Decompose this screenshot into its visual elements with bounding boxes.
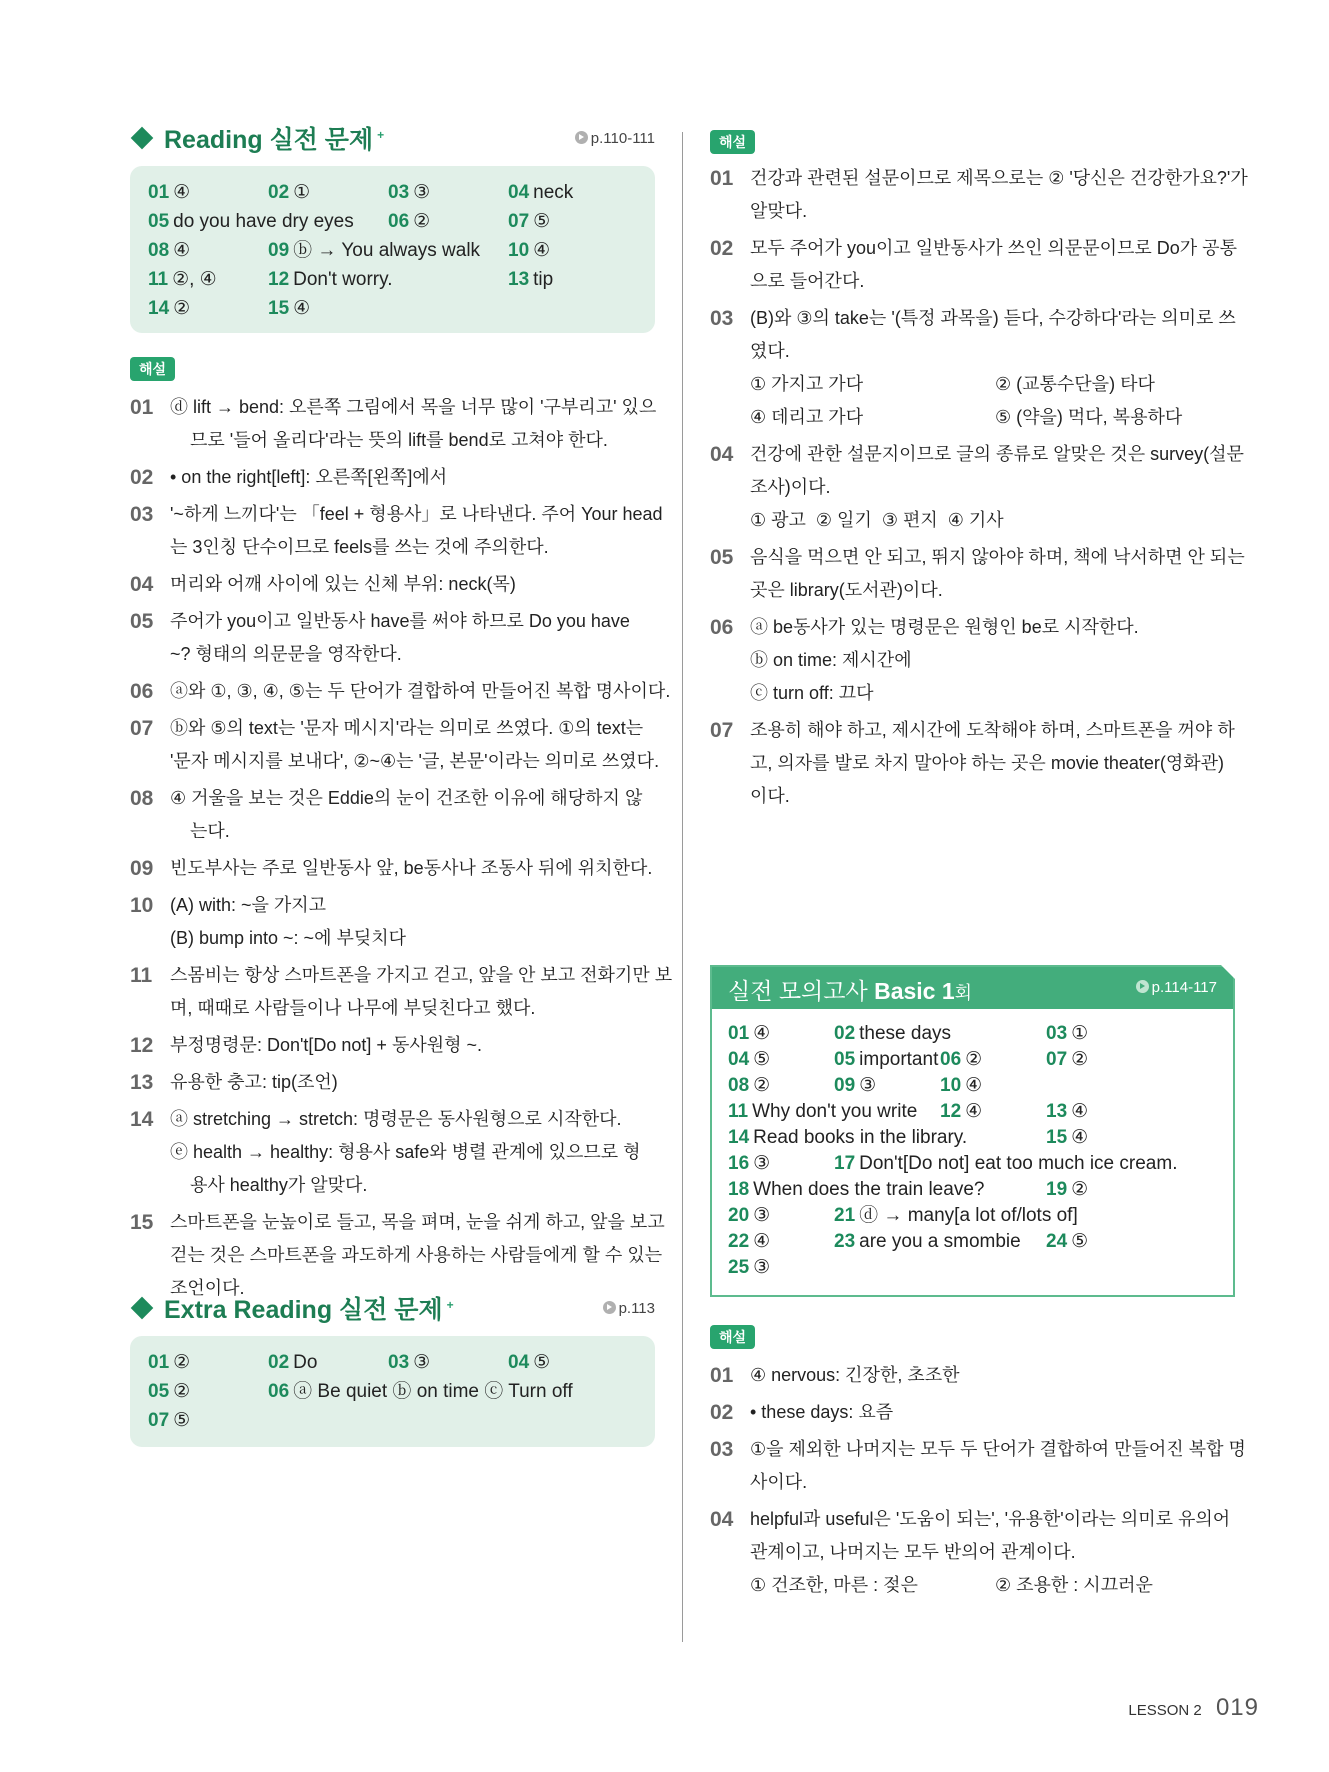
explanation-line: ⓔ health → healthy: 형용사 safe와 병렬 관계에 있으므로 형 — [170, 1142, 641, 1162]
reading-explanation-list — [130, 391, 673, 1305]
answer-text: Read books in the library. — [753, 1127, 968, 1148]
answer-text: ④ — [1071, 1127, 1089, 1148]
answer-number: 14 — [728, 1127, 750, 1148]
explanation-text — [750, 1433, 1246, 1499]
explanation-line: 므로 '들어 올리다'라는 뜻의 lift를 bend로 고쳐야 한다. — [170, 430, 608, 450]
explanation-line: 사이다. — [750, 1472, 808, 1492]
answer-text: ④ — [533, 240, 551, 261]
answer-item — [1046, 1047, 1088, 1072]
answer-number: 03 — [1046, 1023, 1068, 1044]
answer-number: 06 — [940, 1049, 962, 1070]
explanation-item — [130, 1066, 655, 1099]
explanation-number: 03 — [130, 503, 154, 526]
answer-number: 08 — [148, 240, 170, 261]
explanation-text — [170, 959, 672, 1025]
answer-number: 25 — [728, 1257, 750, 1278]
explanation-item — [710, 714, 1240, 813]
explanation-line: ⓓ lift → bend: 오른쪽 그림에서 목을 너무 많이 '구부리고' 있으 — [170, 397, 657, 417]
explanation-text — [750, 162, 1248, 228]
answer-item — [834, 1021, 951, 1046]
answer-item — [508, 209, 628, 234]
explanation-number: 03 — [710, 307, 734, 330]
explanation-line: (B)와 ③의 take는 '(특정 과목을) 듣다, 수강하다'라는 의미로 쓰 — [750, 308, 1236, 328]
answer-number: 23 — [834, 1231, 856, 1252]
answer-number: 03 — [388, 182, 410, 203]
answer-text: Don't worry. — [293, 269, 393, 290]
explanation-item — [710, 1503, 1235, 1602]
explanation-tag: 해설 — [710, 130, 755, 154]
extra-section-header — [130, 1290, 655, 1326]
answer-number: 16 — [728, 1153, 750, 1174]
explanation-item — [130, 675, 671, 708]
answer-item — [148, 209, 388, 234]
answer-number: 12 — [940, 1101, 962, 1122]
answer-number: 04 — [508, 182, 530, 203]
answer-item — [834, 1151, 1177, 1176]
explanation-number: 01 — [710, 1364, 734, 1387]
choice-pair — [750, 401, 1240, 434]
answer-item — [268, 238, 508, 263]
explanation-text — [170, 852, 655, 885]
lesson-label: LESSON 2 — [1128, 1702, 1202, 1719]
explanation-number: 06 — [130, 680, 154, 703]
explanation-line: 곳은 library(도서관)이다. — [750, 580, 943, 600]
explanation-line: 건강과 관련된 설문이므로 제목으로는 ② '당신은 건강한가요?'가 — [750, 168, 1248, 188]
answer-text: ② — [965, 1049, 983, 1070]
extra-page-reference: p.113 — [603, 1300, 655, 1317]
explanation-line: 스몸비는 항상 스마트폰을 가지고 걷고, 앞을 안 보고 전화기만 보 — [170, 965, 673, 985]
extra-section-title: Extra Reading 실전 문제 + — [164, 1296, 454, 1324]
explanation-line: 걷는 것은 스마트폰을 과도하게 사용하는 사람들에게 할 수 있는 — [170, 1245, 663, 1265]
explanation-number: 13 — [130, 1071, 154, 1094]
explanation-text — [750, 714, 1240, 813]
reading-page-reference: p.110-111 — [575, 130, 655, 147]
extra-reading-section — [130, 1290, 655, 1447]
explanation-number: 01 — [130, 396, 154, 419]
answer-text: ② — [1071, 1049, 1089, 1070]
answer-item — [1046, 1229, 1088, 1254]
answer-number: 01 — [728, 1023, 750, 1044]
explanation-text — [170, 782, 655, 848]
answer-item — [268, 180, 388, 205]
explanation-line: 빈도부사는 주로 일반동사 앞, be동사나 조동사 뒤에 위치한다. — [170, 858, 653, 878]
explanation-line: 이다. — [750, 786, 790, 806]
explanation-number: 03 — [710, 1438, 734, 1461]
explanation-item — [710, 162, 1248, 228]
explanation-item — [710, 1359, 1235, 1392]
explanation-number: 05 — [130, 610, 154, 633]
explanation-text — [170, 712, 659, 778]
explanation-item — [130, 852, 655, 885]
answer-number: 12 — [268, 269, 290, 290]
answer-number: 11 — [728, 1101, 749, 1122]
explanation-tag: 해설 — [130, 357, 175, 381]
diamond-bullet-icon — [131, 1297, 154, 1320]
answer-number: 15 — [1046, 1127, 1068, 1148]
explanation-number: 12 — [130, 1034, 154, 1057]
explanation-line: 관계이고, 나머지는 모두 반의어 관계이다. — [750, 1542, 1076, 1562]
answer-text: tip — [533, 269, 554, 290]
answer-number: 04 — [728, 1049, 750, 1070]
arrow-circle-icon — [575, 131, 588, 144]
explanation-line: ⓐ와 ①, ③, ④, ⑤는 두 단어가 결합하여 만들어진 복합 명사이다. — [170, 681, 671, 701]
explanation-item — [130, 959, 673, 1025]
explanation-item — [130, 391, 655, 457]
answer-number: 09 — [268, 240, 290, 261]
answer-number: 02 — [834, 1023, 856, 1044]
explanation-number: 02 — [710, 237, 734, 260]
choice-text: ④ 데리고 가다 — [750, 407, 864, 427]
explanation-line: (A) with: ~을 가지고 — [170, 895, 327, 915]
explanation-text — [750, 611, 1240, 710]
explanation-line: ⓑ on time: 제시간에 — [750, 650, 912, 670]
explanation-text — [170, 605, 655, 671]
answer-number: 15 — [268, 298, 290, 319]
explanation-line: '~하게 느끼다'는 「feel + 형용사」로 나타낸다. 주어 Your head — [170, 504, 663, 524]
mock-test-answer-box — [710, 965, 1235, 1297]
explanation-line: ~? 형태의 의문문을 영작한다. — [170, 644, 402, 664]
answer-item — [728, 1047, 770, 1072]
explanation-item — [130, 1029, 655, 1062]
answer-item — [834, 1203, 1078, 1228]
answer-number: 20 — [728, 1205, 750, 1226]
answer-item — [148, 180, 268, 205]
extra-answer-row — [148, 1350, 637, 1375]
answer-item — [388, 180, 508, 205]
explanation-line: ⓑ와 ⑤의 text는 '문자 메시지'라는 의미로 쓰였다. ①의 text는 — [170, 718, 644, 738]
explanation-line: 건강에 관한 설문지이므로 글의 종류로 알맞은 것은 survey(설문 — [750, 444, 1244, 464]
answer-number: 17 — [834, 1153, 856, 1174]
answer-number: 19 — [1046, 1179, 1068, 1200]
answer-number: 05 — [148, 211, 170, 232]
mock-test-section — [710, 965, 1246, 1606]
explanation-text — [170, 498, 663, 564]
mock-test-title: 실전 모의고사 Basic 1회 — [728, 978, 973, 1004]
answer-item — [834, 1229, 1021, 1254]
explanation-text — [170, 391, 656, 457]
answer-number: 10 — [940, 1075, 962, 1096]
answer-text: Don't[Do not] eat too much ice cream. — [859, 1153, 1178, 1174]
answer-item — [508, 238, 628, 263]
answer-number: 14 — [148, 298, 170, 319]
answer-item — [148, 267, 268, 292]
answer-number: 22 — [728, 1231, 750, 1252]
answer-text: ① — [1071, 1023, 1089, 1044]
explanation-line: (B) bump into ~: ~에 부딪치다 — [170, 928, 407, 948]
explanation-item — [130, 712, 660, 778]
answer-text: ⑤ — [753, 1049, 771, 1070]
arrow-circle-icon — [603, 1301, 616, 1314]
explanation-item — [710, 541, 1245, 607]
explanation-item — [710, 438, 1244, 537]
answer-text: ⑤ — [1071, 1231, 1089, 1252]
answer-item: 01 ② — [148, 1352, 191, 1373]
explanation-line: 부정명령문: Don't[Do not] + 동사원형 ~. — [170, 1035, 483, 1055]
explanation-line: ⓐ be동사가 있는 명령문은 원형인 be로 시작한다. — [750, 617, 1139, 637]
answer-item — [268, 296, 388, 321]
explanation-line: 는다. — [170, 821, 230, 841]
answer-number: 09 — [834, 1075, 856, 1096]
explanation-text — [750, 1396, 1235, 1429]
answer-item — [728, 1255, 770, 1280]
explanation-item — [710, 302, 1240, 434]
explanation-line: 는 3인칭 단수이므로 feels를 쓰는 것에 주의한다. — [170, 537, 549, 557]
answer-text: do you have dry eyes — [173, 211, 354, 232]
explanation-text — [170, 889, 655, 955]
explanation-text — [750, 302, 1240, 434]
right-column — [710, 130, 1248, 1595]
answer-number: 05 — [834, 1049, 856, 1070]
mock-page-reference: p.114-117 — [1136, 979, 1217, 996]
explanation-text — [170, 1103, 655, 1202]
explanation-line: 유용한 충고: tip(조언) — [170, 1072, 338, 1092]
answer-item: 05 ② — [148, 1381, 191, 1402]
explanation-item — [130, 568, 655, 601]
explanation-tag: 해설 — [710, 1325, 755, 1349]
explanation-line: helpful과 useful은 '도움이 되는', '유용한'이라는 의미로 유의어 — [750, 1509, 1231, 1529]
mock-explanation-list — [710, 1359, 1246, 1602]
explanation-line: 으로 들어간다. — [750, 271, 865, 291]
extra-answer-box — [130, 1336, 655, 1447]
answer-item — [728, 1099, 917, 1124]
explanation-number: 09 — [130, 857, 154, 880]
answer-number: 02 — [268, 182, 290, 203]
explanation-number: 15 — [130, 1211, 154, 1234]
mock-answer-grid — [712, 1009, 1233, 1295]
page-footer — [1128, 1694, 1259, 1722]
explanation-number: 04 — [710, 443, 734, 466]
explanation-line: '문자 메시지를 보내다', ②~④는 '글, 본문'이라는 의미로 쓰였다. — [170, 751, 660, 771]
answer-text: When does the train leave? — [753, 1179, 985, 1200]
choice-text: ① 건조한, 마른 : 젖은 — [750, 1575, 918, 1595]
explanation-number: 04 — [710, 1508, 734, 1531]
explanation-text — [170, 675, 670, 708]
answer-item — [728, 1177, 984, 1202]
explanation-number: 06 — [710, 616, 734, 639]
explanation-text — [750, 438, 1244, 537]
answer-item — [728, 1229, 770, 1254]
explanation-line: 고, 의자를 발로 차지 말아야 하는 곳은 movie theater(영화관) — [750, 753, 1225, 773]
answer-item — [940, 1073, 982, 1098]
explanation-line: • these days: 요즘 — [750, 1402, 894, 1422]
choice-text: ② (교통수단을) 타다 — [995, 374, 1155, 394]
answer-item — [268, 267, 508, 292]
answer-number: 07 — [508, 211, 530, 232]
explanation-line: 머리와 어깨 사이에 있는 신체 부위: neck(목) — [170, 574, 516, 594]
explanation-line: 조용히 해야 하고, 제시간에 도착해야 하며, 스마트폰을 꺼야 하 — [750, 720, 1235, 740]
explanation-line: 조사)이다. — [750, 477, 831, 497]
folded-corner — [1221, 965, 1235, 979]
explanation-text — [170, 568, 655, 601]
explanation-line: ① 광고 ② 일기 ③ 편지 ④ 기사 — [750, 510, 1004, 530]
explanation-number: 02 — [130, 466, 154, 489]
explanation-text — [170, 1066, 655, 1099]
explanation-number: 05 — [710, 546, 734, 569]
answer-text: ④ — [293, 298, 311, 319]
answer-text: ⓑ → You always walk — [293, 240, 481, 261]
answer-item — [1046, 1021, 1088, 1046]
answer-text: ① — [293, 182, 311, 203]
explanation-line: 음식을 먹으면 안 되고, 뛰지 않아야 하며, 책에 낙서하면 안 되는 — [750, 547, 1245, 567]
answer-item — [834, 1047, 938, 1072]
answer-item — [728, 1021, 770, 1046]
explanation-line: ⓒ turn off: 끄다 — [750, 683, 874, 703]
reading-section-title: Reading 실전 문제 + — [164, 126, 385, 154]
answer-number: 18 — [728, 1179, 750, 1200]
explanation-number: 02 — [710, 1401, 734, 1424]
explanation-text — [750, 541, 1245, 607]
answer-item — [1046, 1177, 1088, 1202]
explanation-number: 10 — [130, 894, 154, 917]
left-column — [130, 120, 673, 1431]
answer-text: Why don't you write — [752, 1101, 918, 1122]
answer-text: ②, ④ — [172, 269, 217, 290]
answer-item: 04 ⑤ — [508, 1352, 551, 1373]
choice-pair — [750, 1569, 1240, 1602]
explanation-item — [130, 461, 655, 494]
answer-item — [940, 1047, 982, 1072]
answer-text: ③ — [413, 182, 431, 203]
diamond-bullet-icon — [131, 127, 154, 150]
answer-text: important — [859, 1049, 939, 1070]
answer-text: ② — [413, 211, 431, 232]
answer-text: ④ — [753, 1023, 771, 1044]
answer-number: 10 — [508, 240, 530, 261]
answer-item — [834, 1073, 876, 1098]
answer-text: ④ — [173, 182, 191, 203]
answer-item — [388, 209, 508, 234]
answer-item — [1046, 1125, 1088, 1150]
reading-section-header — [130, 120, 655, 156]
answer-text: ⓓ → many[a lot of/lots of] — [859, 1205, 1078, 1226]
explanation-item — [710, 1396, 1235, 1429]
answer-text: ② — [1071, 1179, 1089, 1200]
explanation-line: ④ nervous: 긴장한, 초조한 — [750, 1365, 960, 1385]
answer-item — [508, 180, 628, 205]
mock-test-header — [712, 967, 1233, 1009]
choice-text: ② 조용한 : 시끄러운 — [995, 1575, 1153, 1595]
right-explanation-list — [710, 162, 1248, 813]
explanation-number: 08 — [130, 787, 154, 810]
answer-number: 24 — [1046, 1231, 1068, 1252]
answer-text: ② — [173, 298, 191, 319]
answer-text: ③ — [753, 1205, 771, 1226]
choice-pair — [750, 368, 1240, 401]
explanation-line: ⓐ stretching → stretch: 명령문은 동사원형으로 시작한다. — [170, 1109, 622, 1129]
explanation-text — [750, 1359, 1235, 1392]
answer-text: ⑤ — [533, 211, 551, 232]
explanation-line: 였다. — [750, 341, 790, 361]
arrow-circle-icon — [1136, 980, 1149, 993]
answer-item — [1046, 1099, 1088, 1124]
explanation-line: ①을 제외한 나머지는 모두 두 단어가 결합하여 만들어진 복합 명 — [750, 1439, 1246, 1459]
explanation-line: 조언이다. — [170, 1278, 245, 1298]
answer-text: ④ — [965, 1101, 983, 1122]
answer-item — [148, 296, 268, 321]
answer-number: 11 — [148, 269, 169, 290]
choice-text: ⑤ (약을) 먹다, 복용하다 — [995, 407, 1183, 427]
answer-number: 07 — [1046, 1049, 1068, 1070]
explanation-line: 알맞다. — [750, 201, 808, 221]
explanation-line: 주어가 you이고 일반동사 have를 써야 하므로 Do you have — [170, 611, 630, 631]
explanation-number: 07 — [710, 719, 734, 742]
answer-text: ④ — [753, 1231, 771, 1252]
explanation-line: • on the right[left]: 오른쪽[왼쪽]에서 — [170, 467, 448, 487]
explanation-text — [750, 232, 1240, 298]
explanation-item — [710, 232, 1240, 298]
page-number: 019 — [1215, 1694, 1259, 1721]
answer-text: these days — [859, 1023, 952, 1044]
explanation-text — [170, 461, 655, 494]
answer-item — [728, 1125, 967, 1150]
explanation-item — [710, 1433, 1246, 1499]
explanation-number: 07 — [130, 717, 154, 740]
answer-item: 07 ⑤ — [148, 1410, 191, 1431]
answer-text: ④ — [173, 240, 191, 261]
answer-item — [148, 238, 268, 263]
explanation-item — [130, 498, 663, 564]
answer-item — [508, 267, 628, 292]
explanation-line: 용사 healthy가 알맞다. — [170, 1175, 368, 1195]
answer-number: 13 — [1046, 1101, 1068, 1122]
explanation-item — [130, 782, 655, 848]
answer-item — [940, 1099, 982, 1124]
explanation-item — [710, 611, 1240, 710]
answer-item: 02 Do — [268, 1352, 318, 1373]
explanation-line: 스마트폰을 눈높이로 들고, 목을 펴며, 눈을 쉬게 하고, 앞을 보고 — [170, 1212, 665, 1232]
explanation-number: 01 — [710, 167, 734, 190]
answer-number: 01 — [148, 182, 170, 203]
answer-text: ④ — [965, 1075, 983, 1096]
answer-text: ③ — [753, 1153, 771, 1174]
column-divider — [682, 132, 683, 1642]
answer-number: 21 — [834, 1205, 856, 1226]
answer-text: ② — [753, 1075, 771, 1096]
reading-answer-box — [130, 166, 655, 333]
answer-text: ③ — [859, 1075, 877, 1096]
explanation-item — [130, 889, 655, 955]
reading-answer-grid — [148, 180, 637, 321]
explanation-text — [170, 1029, 655, 1062]
explanation-number: 14 — [130, 1108, 154, 1131]
explanation-line: 모두 주어가 you이고 일반동사가 쓰인 의문문이므로 Do가 공통 — [750, 238, 1237, 258]
answer-text: ④ — [1071, 1101, 1089, 1122]
answer-text: ③ — [753, 1257, 771, 1278]
answer-item — [728, 1151, 770, 1176]
answer-number: 06 — [388, 211, 410, 232]
explanation-item — [130, 1103, 655, 1202]
answer-number: 08 — [728, 1075, 750, 1096]
explanation-item — [130, 605, 655, 671]
explanation-number: 04 — [130, 573, 154, 596]
explanation-line: ④ 거울을 보는 것은 Eddie의 눈이 건조한 이유에 해당하지 않 — [170, 788, 643, 808]
choice-text: ① 가지고 가다 — [750, 374, 864, 394]
answer-text: neck — [533, 182, 574, 203]
explanation-number: 11 — [130, 964, 153, 987]
answer-text: are you a smombie — [859, 1231, 1021, 1252]
answer-item: 06 ⓐ Be quiet ⓑ on time ⓒ Turn off — [268, 1381, 573, 1402]
explanation-text — [750, 1503, 1240, 1602]
answer-item: 03 ③ — [388, 1352, 431, 1373]
answer-item — [728, 1203, 770, 1228]
answer-number: 13 — [508, 269, 530, 290]
answer-item — [728, 1073, 770, 1098]
explanation-line: 며, 때때로 사람들이나 나무에 부딪친다고 했다. — [170, 998, 536, 1018]
